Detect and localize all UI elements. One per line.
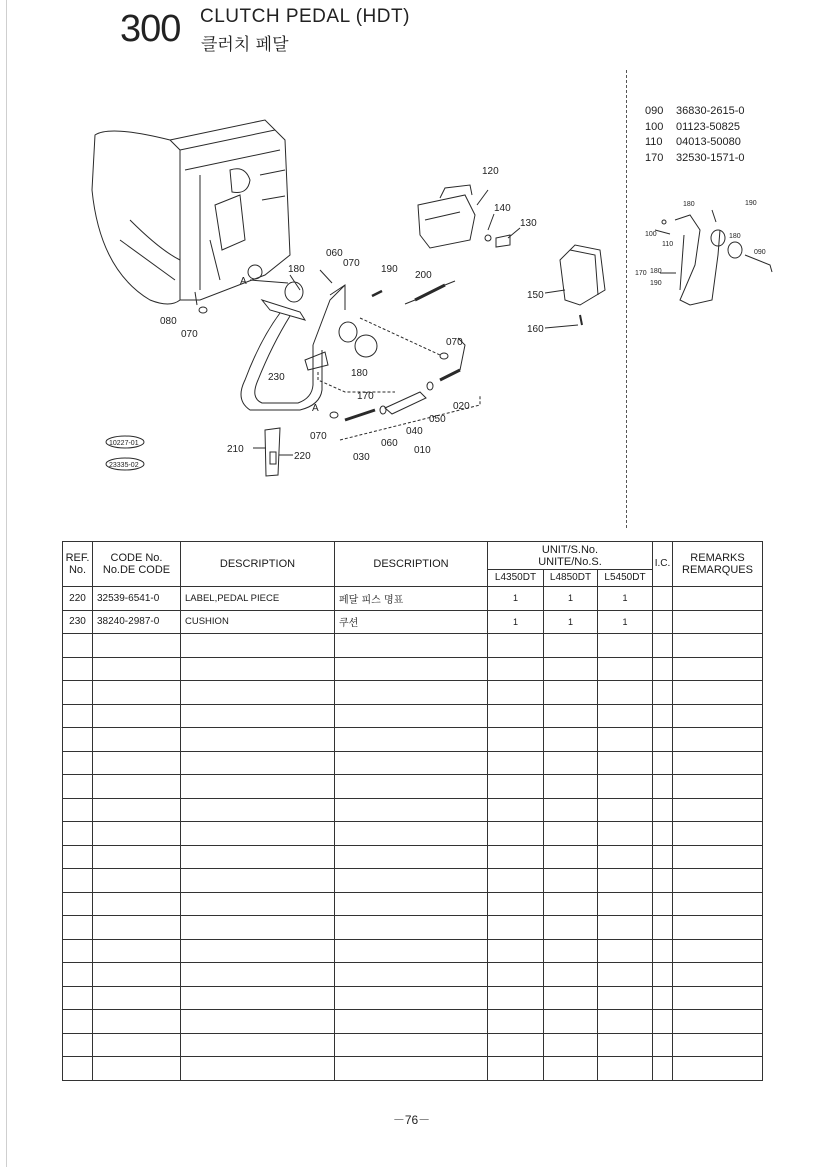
callout-160: 160 (527, 324, 544, 335)
empty-cell (598, 892, 653, 916)
cell-qty: 1 (544, 587, 598, 611)
empty-cell (181, 939, 335, 963)
empty-cell (488, 1057, 544, 1081)
cell-description-en: LABEL,PEDAL PIECE (181, 587, 335, 611)
empty-cell (63, 845, 93, 869)
empty-cell (181, 751, 335, 775)
empty-cell (598, 634, 653, 658)
empty-cell (544, 634, 598, 658)
empty-cell (598, 986, 653, 1010)
empty-cell (653, 728, 673, 752)
empty-cell (653, 798, 673, 822)
empty-cell (63, 657, 93, 681)
cell-description-kr: 페달 피스 명표 (335, 587, 488, 611)
empty-cell (673, 1010, 763, 1034)
header-unit-text: UNIT/S.No. UNITE/No.S. (538, 543, 602, 568)
reference-ref: 100 (645, 120, 664, 133)
empty-cell (653, 704, 673, 728)
callout-200: 200 (415, 270, 432, 281)
cell-ref: 230 (63, 610, 93, 634)
empty-table-row (63, 704, 763, 728)
callout-040: 040 (406, 426, 423, 437)
reference-code: 04013-50080 (676, 136, 741, 148)
empty-table-row (63, 775, 763, 799)
empty-cell (598, 751, 653, 775)
table-row (63, 587, 763, 611)
empty-cell (93, 657, 181, 681)
empty-cell (335, 986, 488, 1010)
empty-cell (653, 916, 673, 940)
empty-cell (181, 681, 335, 705)
empty-cell (93, 822, 181, 846)
empty-cell (335, 798, 488, 822)
inset-callout: 180 (650, 268, 662, 275)
empty-cell (181, 892, 335, 916)
empty-cell (335, 634, 488, 658)
exploded-parts-diagram (0, 0, 823, 540)
cell-qty: 1 (488, 610, 544, 634)
header-model: L5450DT (598, 570, 653, 587)
empty-cell (488, 1010, 544, 1034)
empty-cell (93, 798, 181, 822)
empty-cell (488, 681, 544, 705)
header-remarks-text: REMARKS REMARQUES (682, 552, 753, 576)
empty-cell (673, 751, 763, 775)
empty-cell (598, 822, 653, 846)
empty-cell (181, 775, 335, 799)
callout-180: 180 (288, 264, 305, 275)
empty-cell (181, 704, 335, 728)
empty-cell (335, 751, 488, 775)
table-row (63, 610, 763, 634)
callout-010: 010 (414, 445, 431, 456)
empty-table-row (63, 963, 763, 987)
empty-cell (598, 728, 653, 752)
empty-cell (335, 728, 488, 752)
empty-cell (181, 728, 335, 752)
header-description-kr: DESCRIPTION (335, 542, 488, 587)
empty-table-row (63, 634, 763, 658)
empty-cell (181, 1010, 335, 1034)
empty-cell (653, 939, 673, 963)
inset-callout: 100 (645, 231, 657, 238)
empty-cell (598, 1033, 653, 1057)
empty-cell (63, 634, 93, 658)
empty-cell (653, 1033, 673, 1057)
empty-cell (673, 986, 763, 1010)
label-210-220-drawing (265, 428, 280, 476)
cell-description-en: CUSHION (181, 610, 335, 634)
cell-remarks (673, 610, 763, 634)
clutch-housing-drawing (92, 120, 290, 304)
empty-cell (598, 775, 653, 799)
empty-cell (488, 822, 544, 846)
empty-cell (653, 986, 673, 1010)
header-model: L4350DT (488, 570, 544, 587)
empty-table-row (63, 1057, 763, 1081)
empty-cell (63, 1033, 93, 1057)
callout-080: 080 (160, 316, 177, 327)
empty-cell (63, 986, 93, 1010)
inset-drawing (655, 210, 772, 305)
page-subtitle: 클러치 페달 (201, 35, 289, 55)
empty-cell (93, 892, 181, 916)
empty-cell (488, 657, 544, 681)
empty-cell (673, 939, 763, 963)
callout-030: 030 (353, 452, 370, 463)
empty-table-row (63, 939, 763, 963)
empty-cell (653, 634, 673, 658)
cell-description-kr: 쿠션 (335, 610, 488, 634)
empty-cell (181, 916, 335, 940)
empty-cell (673, 704, 763, 728)
empty-cell (488, 728, 544, 752)
empty-cell (93, 634, 181, 658)
bracket-120-drawing (418, 185, 510, 248)
empty-cell (544, 845, 598, 869)
empty-cell (598, 681, 653, 705)
empty-cell (93, 939, 181, 963)
empty-cell (653, 1057, 673, 1081)
callout-220: 220 (294, 451, 311, 462)
empty-cell (544, 892, 598, 916)
empty-cell (93, 916, 181, 940)
empty-cell (335, 1057, 488, 1081)
empty-cell (335, 822, 488, 846)
empty-cell (488, 704, 544, 728)
empty-table-row (63, 845, 763, 869)
inset-callout: 170 (635, 270, 647, 277)
cell-code: 38240-2987-0 (93, 610, 181, 634)
empty-cell (63, 963, 93, 987)
callout-070: 070 (343, 258, 360, 269)
empty-cell (544, 939, 598, 963)
empty-cell (181, 1033, 335, 1057)
empty-cell (673, 963, 763, 987)
reference-code: 32530-1571-0 (676, 151, 745, 164)
callout-140: 140 (494, 203, 511, 214)
reference-code: 01123-50825 (676, 120, 741, 133)
reference-code: 36830-2615-0 (676, 105, 745, 117)
callout-050: 050 (429, 414, 446, 425)
empty-cell (598, 845, 653, 869)
empty-cell (93, 1057, 181, 1081)
parts-table (62, 541, 763, 1081)
empty-cell (181, 986, 335, 1010)
callout-190: 190 (381, 264, 398, 275)
cell-qty: 1 (598, 610, 653, 634)
empty-cell (63, 728, 93, 752)
page-number: －76－ (392, 1113, 431, 1127)
empty-cell (653, 892, 673, 916)
empty-cell (673, 916, 763, 940)
stamp-text: 10227-01 (109, 440, 139, 447)
empty-cell (335, 963, 488, 987)
empty-cell (673, 1033, 763, 1057)
empty-cell (544, 704, 598, 728)
empty-cell (488, 845, 544, 869)
callout-070: 070 (446, 337, 463, 348)
cell-ic (653, 587, 673, 611)
inset-callout: 190 (650, 280, 662, 287)
empty-table-row (63, 869, 763, 893)
empty-cell (673, 892, 763, 916)
empty-cell (63, 869, 93, 893)
callout-a: A (240, 276, 247, 287)
callout-230: 230 (268, 372, 285, 383)
empty-table-row (63, 751, 763, 775)
empty-cell (488, 634, 544, 658)
empty-cell (335, 1033, 488, 1057)
empty-cell (544, 822, 598, 846)
empty-cell (488, 775, 544, 799)
empty-cell (488, 1033, 544, 1057)
callout-a: A (312, 403, 319, 414)
header-unit (488, 542, 653, 570)
empty-cell (63, 916, 93, 940)
empty-cell (544, 657, 598, 681)
empty-cell (488, 963, 544, 987)
empty-cell (598, 916, 653, 940)
header-ref-text: REF. No. (65, 552, 90, 576)
empty-cell (598, 1057, 653, 1081)
empty-cell (488, 892, 544, 916)
empty-cell (93, 1010, 181, 1034)
empty-cell (544, 963, 598, 987)
empty-cell (335, 704, 488, 728)
cell-remarks (673, 587, 763, 611)
stamp-text: 23335-02 (109, 462, 139, 469)
empty-cell (598, 1010, 653, 1034)
cell-code: 32539-6541-0 (93, 587, 181, 611)
bolt-line (195, 292, 197, 305)
empty-table-row (63, 892, 763, 916)
empty-cell (544, 728, 598, 752)
empty-cell (181, 1057, 335, 1081)
header-ref (63, 542, 93, 587)
empty-cell (63, 1010, 93, 1034)
empty-cell (544, 869, 598, 893)
empty-table-row (63, 822, 763, 846)
empty-cell (93, 1033, 181, 1057)
empty-cell (673, 869, 763, 893)
empty-cell (93, 869, 181, 893)
callout-170: 170 (357, 391, 374, 402)
callout-210: 210 (227, 444, 244, 455)
empty-table-row (63, 1033, 763, 1057)
empty-cell (63, 681, 93, 705)
empty-cell (544, 986, 598, 1010)
header-ic: I.C. (653, 542, 673, 587)
inset-callout: 180 (683, 201, 695, 208)
callout-180: 180 (351, 368, 368, 379)
empty-cell (335, 775, 488, 799)
inset-callout: 110 (662, 241, 674, 248)
empty-cell (673, 728, 763, 752)
empty-cell (653, 845, 673, 869)
section-number: 300 (120, 8, 181, 50)
empty-cell (181, 657, 335, 681)
empty-cell (653, 775, 673, 799)
empty-cell (335, 916, 488, 940)
empty-cell (93, 751, 181, 775)
header-description-en: DESCRIPTION (181, 542, 335, 587)
header-model: L4850DT (544, 570, 598, 587)
empty-cell (63, 798, 93, 822)
empty-cell (673, 681, 763, 705)
cell-qty: 1 (544, 610, 598, 634)
reference-ref: 170 (645, 151, 664, 164)
cell-ic (653, 610, 673, 634)
empty-table-row (63, 657, 763, 681)
empty-cell (63, 751, 93, 775)
callout-120: 120 (482, 166, 499, 177)
callout-070: 070 (310, 431, 327, 442)
empty-cell (335, 681, 488, 705)
cell-qty: 1 (598, 587, 653, 611)
empty-cell (488, 986, 544, 1010)
empty-cell (488, 916, 544, 940)
empty-table-row (63, 986, 763, 1010)
callout-060: 060 (326, 248, 343, 259)
empty-cell (653, 657, 673, 681)
empty-cell (673, 634, 763, 658)
empty-cell (673, 845, 763, 869)
empty-cell (63, 1057, 93, 1081)
empty-cell (181, 822, 335, 846)
empty-table-row (63, 728, 763, 752)
empty-cell (181, 798, 335, 822)
empty-cell (63, 822, 93, 846)
empty-cell (673, 822, 763, 846)
empty-cell (544, 681, 598, 705)
empty-cell (63, 704, 93, 728)
empty-cell (335, 869, 488, 893)
reference-ref: 110 (645, 136, 663, 148)
empty-cell (653, 1010, 673, 1034)
callout-130: 130 (520, 218, 537, 229)
empty-cell (653, 681, 673, 705)
empty-cell (653, 869, 673, 893)
empty-cell (598, 704, 653, 728)
empty-cell (653, 963, 673, 987)
empty-cell (598, 798, 653, 822)
callout-150: 150 (527, 290, 544, 301)
empty-cell (335, 845, 488, 869)
empty-table-row (63, 681, 763, 705)
empty-cell (544, 751, 598, 775)
empty-cell (93, 681, 181, 705)
empty-cell (544, 775, 598, 799)
empty-cell (488, 869, 544, 893)
empty-cell (673, 775, 763, 799)
empty-cell (181, 845, 335, 869)
empty-table-row (63, 916, 763, 940)
empty-cell (181, 869, 335, 893)
header-remarks (673, 542, 763, 587)
empty-cell (93, 963, 181, 987)
empty-cell (598, 939, 653, 963)
inset-callout: 180 (729, 233, 741, 240)
cell-ref: 220 (63, 587, 93, 611)
empty-cell (598, 657, 653, 681)
empty-cell (488, 798, 544, 822)
page-title: CLUTCH PEDAL (HDT) (200, 6, 410, 27)
empty-cell (488, 939, 544, 963)
empty-cell (544, 1057, 598, 1081)
empty-cell (544, 798, 598, 822)
empty-cell (544, 1033, 598, 1057)
empty-cell (93, 728, 181, 752)
empty-table-row (63, 798, 763, 822)
empty-cell (93, 704, 181, 728)
inset-callout: 090 (754, 249, 766, 256)
empty-cell (673, 657, 763, 681)
empty-cell (673, 1057, 763, 1081)
callout-070: 070 (181, 329, 198, 340)
empty-cell (181, 963, 335, 987)
spring-200-drawing (415, 285, 445, 300)
empty-cell (653, 751, 673, 775)
empty-cell (93, 845, 181, 869)
cell-qty: 1 (488, 587, 544, 611)
empty-cell (335, 1010, 488, 1034)
empty-cell (181, 634, 335, 658)
empty-table-row (63, 1010, 763, 1034)
empty-cell (63, 775, 93, 799)
empty-cell (653, 822, 673, 846)
empty-cell (93, 986, 181, 1010)
empty-cell (335, 892, 488, 916)
empty-cell (544, 1010, 598, 1034)
empty-cell (598, 963, 653, 987)
empty-cell (488, 751, 544, 775)
callout-020: 020 (453, 401, 470, 412)
reference-ref: 090 (645, 105, 664, 117)
empty-cell (63, 892, 93, 916)
empty-cell (673, 798, 763, 822)
inset-callout: 190 (745, 200, 757, 207)
empty-cell (93, 775, 181, 799)
callout-060: 060 (381, 438, 398, 449)
empty-cell (63, 939, 93, 963)
header-code (93, 542, 181, 587)
empty-cell (335, 939, 488, 963)
pedal-pad-150-drawing (560, 245, 605, 325)
empty-cell (598, 869, 653, 893)
header-code-text: CODE No. No.DE CODE (102, 552, 171, 576)
empty-cell (335, 657, 488, 681)
empty-cell (544, 916, 598, 940)
